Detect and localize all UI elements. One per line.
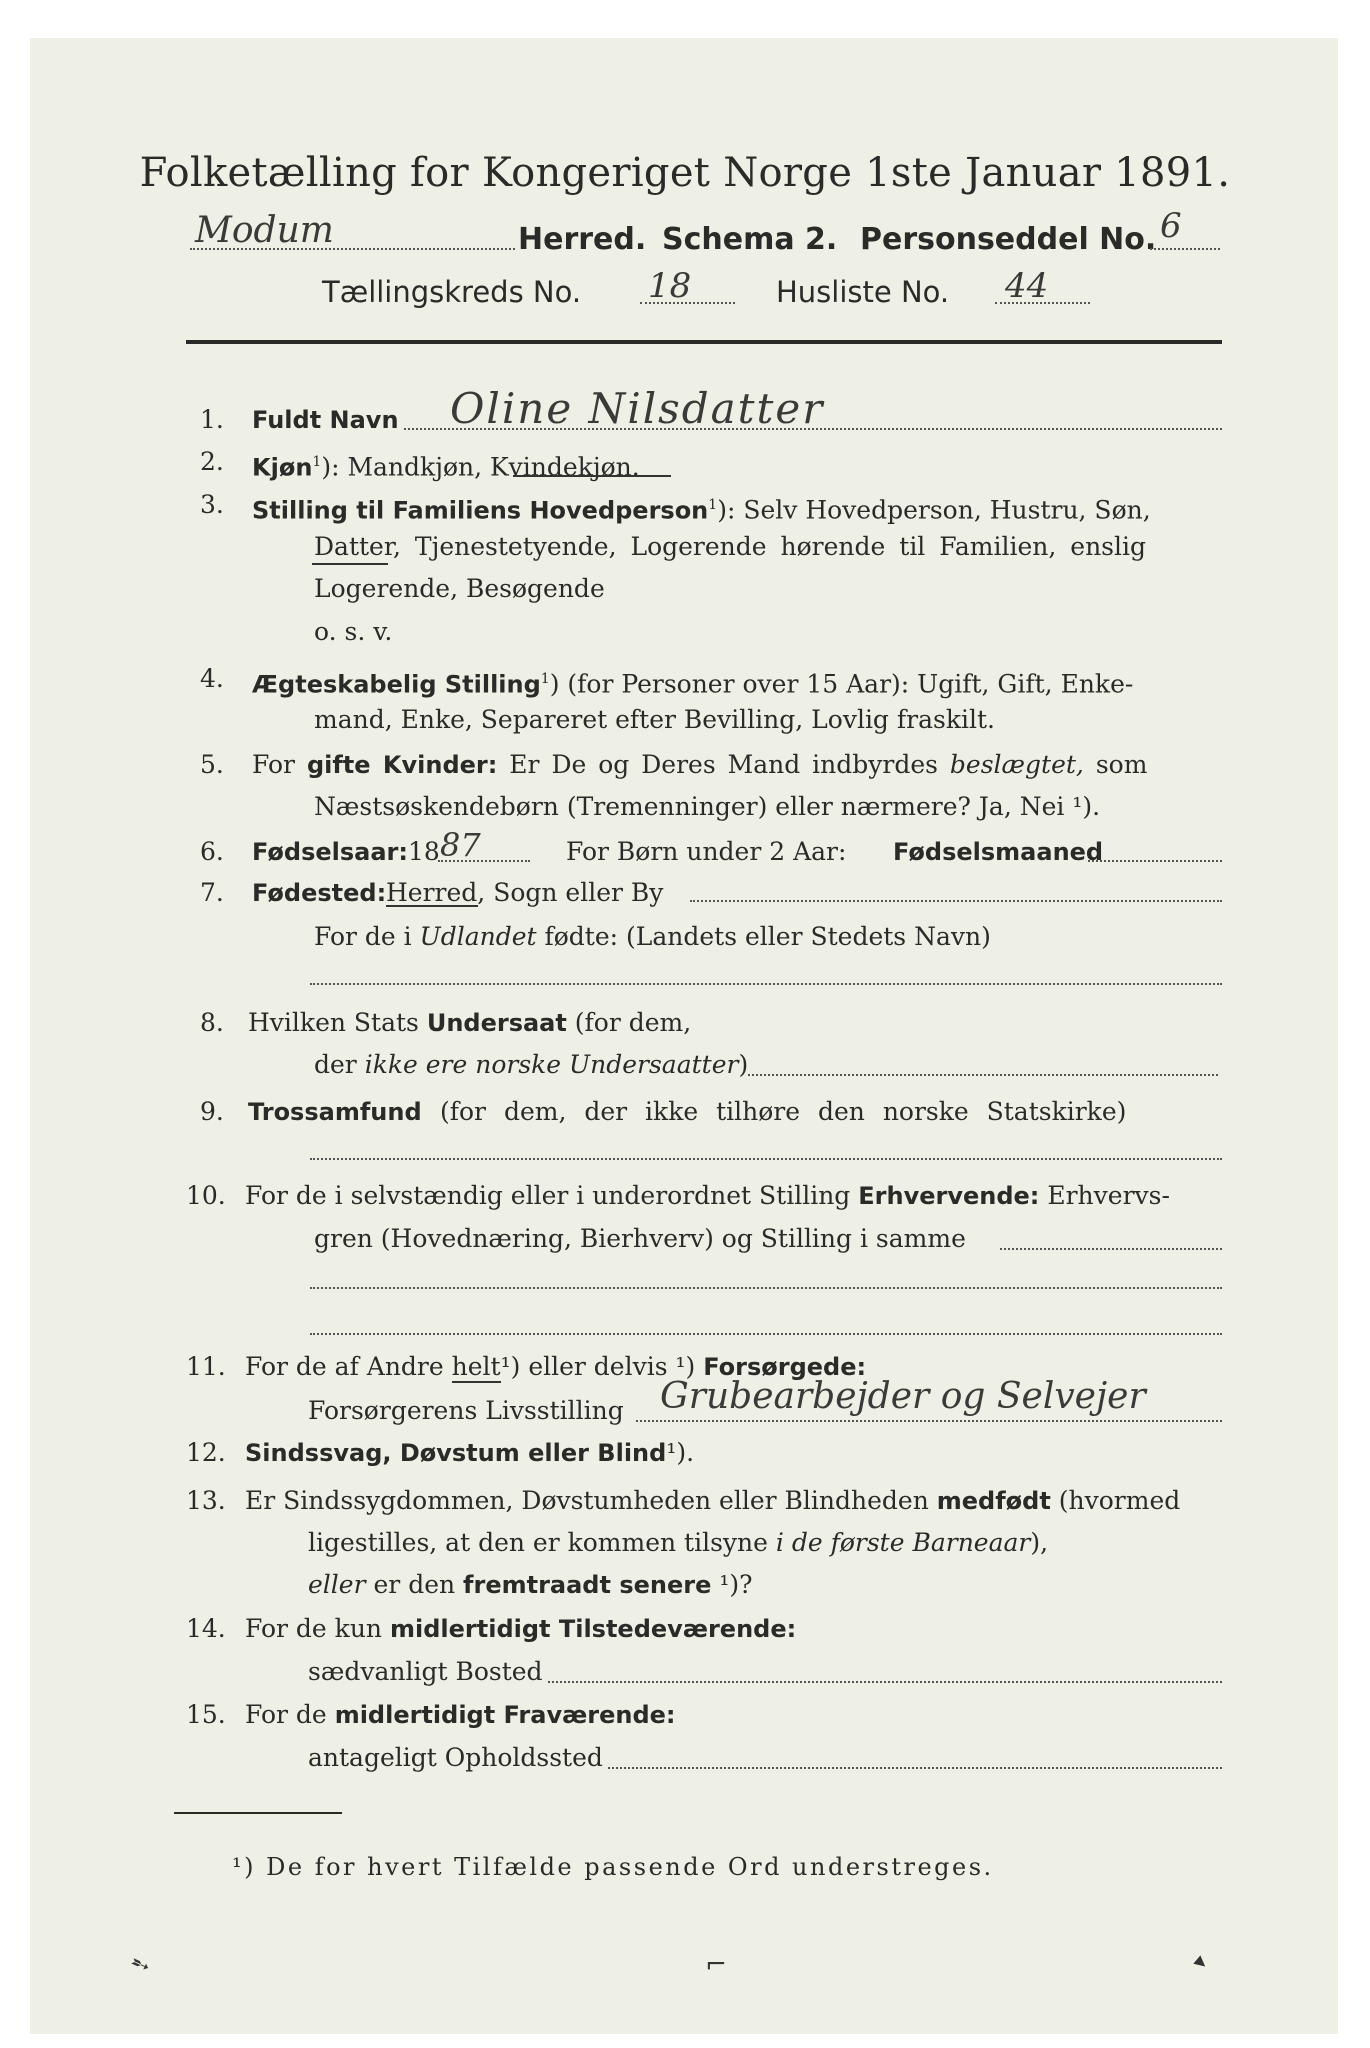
item-12-rest: ¹). [666,1438,695,1467]
item-11-line-1-a: For de af Andre [245,1352,444,1381]
herred-value: Modum [195,210,334,251]
item-8-line-1 [248,1008,691,1038]
item-6-label-2: Fødselsmaaned [893,838,1104,866]
item-3-line-4: o. s. v. [314,617,393,646]
item-13-line-2 [308,1528,1048,1558]
item-11-line-1-b: ¹) eller delvis ¹) [500,1352,696,1381]
item-1-name-value: Oline Nilsdatter [450,384,825,433]
item-8-line-2-b: ) [738,1050,749,1079]
item-5-number: 5. [200,750,224,779]
item-13-line-2-b: ), [1030,1528,1049,1557]
item-13-line-1 [245,1486,1180,1516]
paper-mark: ➴ [125,1947,155,1981]
item-8-line-1-c: (for dem, [574,1008,692,1037]
item-3-sup: 1 [708,497,718,513]
item-13-line-3-b: ¹)? [719,1570,753,1599]
husliste-value: 44 [1005,266,1049,306]
taellingskreds-value: 18 [648,266,692,306]
item-11-helt: helt [451,1352,501,1381]
item-3-line-1 [252,490,1151,525]
item-9-dots [310,1158,1222,1160]
item-4-line-2: mand, Enke, Separeret efter Bevilling, Lovlig fraskilt. [314,705,995,734]
item-15-number: 15. [186,1700,226,1729]
item-4-line-1-text: ) (for Personer over 15 Aar): Ugift, Gift, Enke- [549,669,1134,699]
item-10-number: 10. [186,1181,226,1210]
item-4-number: 4. [200,664,224,693]
paper-mark: ▸ [1189,1949,1214,1976]
item-11-line-2: Forsørgerens Livsstilling [308,1396,624,1425]
item-12-label: Sindssvag, Døvstum eller Blind [245,1439,667,1467]
item-13-line-3-italic: eller [308,1570,366,1599]
item-11-label: Forsørgede: [703,1353,867,1381]
herred-label: Herred. [518,222,647,257]
item-4-sup: 1 [540,671,550,687]
footnote: ¹) De for hvert Tilfælde passende Ord understreges. [232,1853,994,1881]
personseddel-value: 6 [1160,206,1182,246]
item-10-dots-3 [310,1333,1222,1335]
taellingskreds-label: Tællingskreds No. [322,275,582,309]
item-6-year-value: 87 [440,826,481,864]
item-13-number: 13. [186,1486,226,1515]
item-7-line-2 [314,922,991,952]
item-7-number: 7. [200,878,224,907]
item-2-text [252,447,640,482]
item-11-dots [636,1420,1222,1422]
item-10-label: Erhvervende: [858,1182,1040,1210]
item-14-dots [548,1681,1222,1683]
item-1-number: 1. [200,405,224,434]
item-7-line-2-a: For de i [314,922,412,951]
item-12-line [245,1438,694,1468]
item-2-label: Kjøn [252,453,313,482]
item-4-line-1 [252,664,1133,699]
item-9-label: Trossamfund [248,1098,422,1126]
item-11-occupation-value: Grubearbejder og Selvejer [660,1376,1146,1417]
item-15-line-1 [245,1700,676,1730]
item-13-line-2-italic: i de første Barneaar [775,1528,1031,1557]
item-13-label: medfødt [936,1487,1051,1515]
personseddel-label: Personseddel No. [860,222,1157,257]
personseddel-dots [1150,248,1220,250]
item-15-dots [608,1767,1222,1769]
item-8-line-2 [314,1050,748,1080]
item-15-line-2: antageligt Opholdssted [308,1743,603,1772]
item-6-mid: For Børn under 2 Aar: [566,837,847,866]
item-8-number: 8. [200,1008,224,1037]
item-8-line-2-italic: ikke ere norske Undersaatter [364,1050,739,1079]
item-4-label: Ægteskabelig Stilling [252,670,541,699]
item-3-line-2: Datter, Tjenestetyende, Logerende hørende til Familien, enslig [314,532,1147,561]
item-8-line-1-a: Hvilken Stats [248,1008,419,1037]
item-10-line-1 [245,1181,1170,1211]
item-6-number: 6. [200,837,224,866]
item-5-label: gifte Kvinder: [306,751,498,779]
item-3-line-3: Logerende, Besøgende [314,574,605,603]
item-7-dots-2 [310,983,1222,985]
husliste-label: Husliste No. [776,275,950,309]
item-2-sup: 1 [312,454,322,470]
item-13-line-1-text: Er Sindssygdommen, Døvstumheden eller Blindheden [245,1486,929,1515]
item-5-line-1-end: som [1095,750,1148,779]
item-7-label: Fødested: [252,879,387,907]
item-7-line-2-b: fødte: (Landets eller Stedets Navn) [544,922,991,951]
item-8-line-2-a: der [314,1050,357,1079]
item-5-line-1 [252,750,1147,780]
item-2-underline [513,475,671,477]
item-6-dots-1 [438,860,530,862]
taellingskreds-dots [640,302,735,304]
item-10-dots-1 [1000,1248,1222,1250]
item-13-label-2: fremtraadt senere [463,1571,712,1599]
footnote-rule [174,1812,342,1814]
item-14-line-1-a: For de kun [245,1614,383,1643]
item-15-line-1-a: For de [245,1700,327,1729]
item-13-line-2-a: ligestilles, at den er kommen tilsyne [308,1528,768,1557]
item-7-line-1: Herred, Sogn eller By [386,878,664,907]
item-3-label: Stilling til Familiens Hovedperson [252,496,709,525]
item-3-line-1-text: ): Selv Hovedperson, Hustru, Søn, [717,495,1151,525]
husliste-dots [995,302,1090,304]
item-3-underline [312,563,388,565]
item-7-underline [386,905,478,907]
item-10-dots-2 [310,1287,1222,1289]
item-14-number: 14. [186,1614,226,1643]
item-14-label: midlertidigt Tilstedeværende: [389,1615,797,1643]
header-rule [186,340,1222,344]
item-2-number: 2. [200,447,224,476]
item-8-label: Undersaat [426,1009,567,1037]
form-title: Folketælling for Kongeriget Norge 1ste Januar 1891. [139,150,1231,196]
item-7-line-2-italic: Udlandet [419,922,537,951]
item-1-label: Fuldt Navn [252,406,399,434]
item-5-line-2: Næstsøskendebørn (Tremenninger) eller nærmere? Ja, Nei ¹). [314,792,1101,821]
item-6-prefix: 18 [408,837,440,866]
item-11-number: 11. [186,1352,226,1381]
item-5-italic: beslægtet, [949,750,1084,779]
item-13-line-3-a: er den [373,1570,456,1599]
item-8-dots [748,1074,1218,1076]
item-14-line-2: sædvanligt Bosted [308,1657,543,1686]
schema-label: Schema 2. [662,222,838,257]
item-10-line-2: gren (Hovednæring, Bierhverv) og Stilling i samme [314,1224,966,1253]
item-3-number: 3. [200,490,224,519]
item-10-line-1-end: Erhvervs- [1047,1181,1170,1210]
item-5-line-1-text: Er De og Deres Mand indbyrdes [509,750,938,779]
item-10-line-1-text: For de i selvstændig eller i underordnet Stilling [245,1181,851,1210]
item-7-dots-1 [690,900,1222,902]
item-6-dots-2 [1088,860,1222,862]
item-13-line-3 [308,1570,753,1600]
item-9-line-1: (for dem, der ikke tilhøre den norske Statskirke) [440,1097,1127,1126]
item-2-rest: ): Mandkjøn, Kvindekjøn. [321,452,640,482]
item-15-label: midlertidigt Fraværende: [334,1701,676,1729]
item-9-number: 9. [200,1097,224,1126]
item-14-line-1 [245,1614,796,1644]
item-13-line-1-end: (hvormed [1058,1486,1181,1515]
item-6-label: Fødselsaar: [252,838,408,866]
paper-mark: ⌐ [705,1950,727,1980]
item-5-pre: For [252,750,295,779]
item-12-number: 12. [186,1438,226,1467]
herred-dots [190,248,515,250]
